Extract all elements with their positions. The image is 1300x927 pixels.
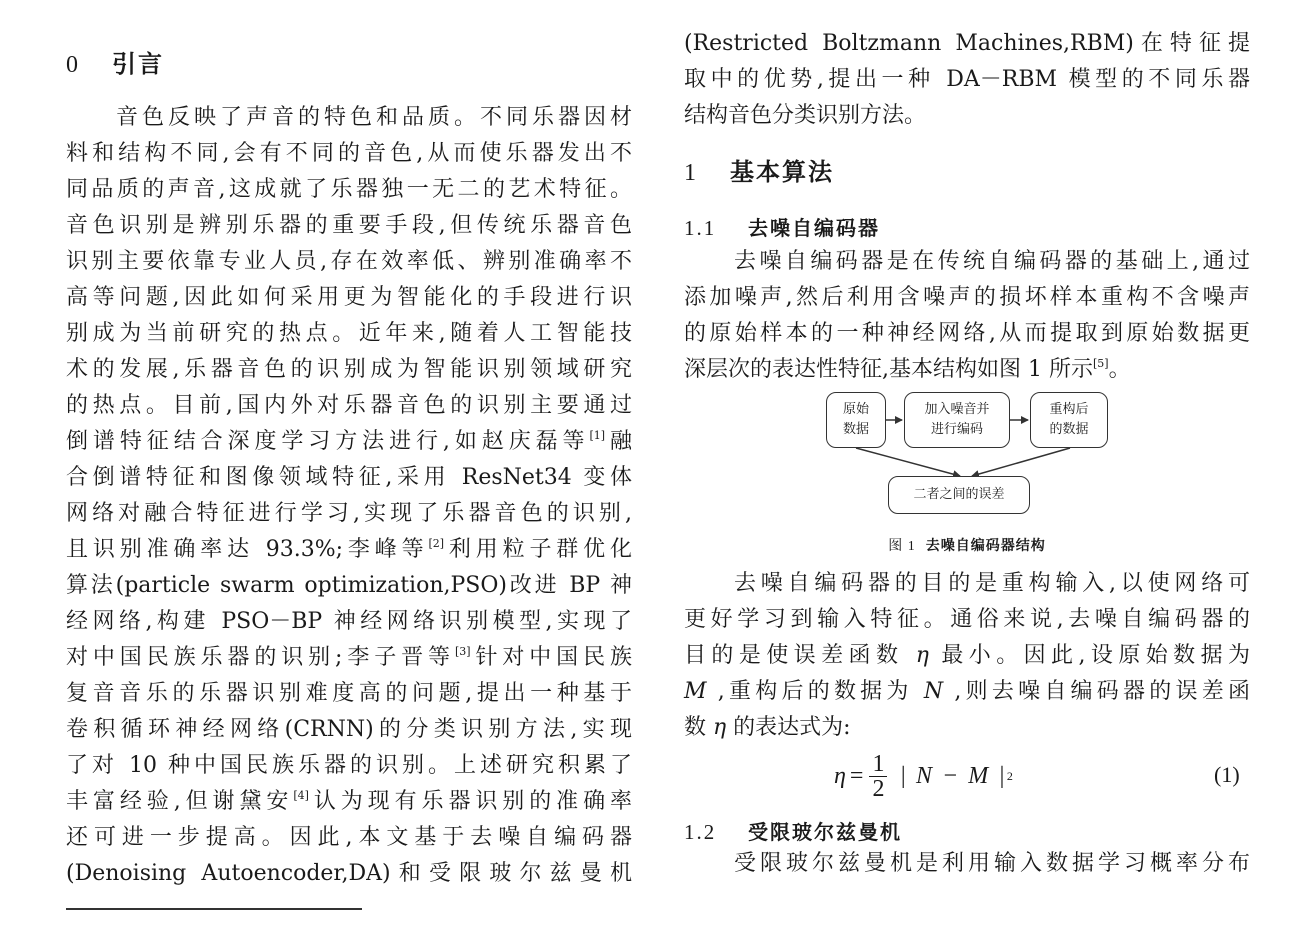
body-line: 别成为当前研究的热点。近年来,随着人工智能技 — [66, 321, 632, 346]
body-line: 更好学习到输入特征。通俗来说,去噪自编码器的 — [684, 607, 1250, 632]
figure-box-reconstructed-data — [1030, 392, 1108, 448]
body-line: 结构音色分类识别方法。 — [684, 103, 927, 128]
eq-denominator: 2 — [872, 775, 885, 802]
body-line: 音色识别是辨别乐器的重要手段,但传统乐器音色 — [66, 213, 632, 238]
body-line: 识别主要依靠专业人员,存在效率低、辨别准确率不 — [66, 249, 632, 274]
section-title: 基本算法 — [730, 158, 834, 186]
text: 深层次的表达性特征,基本结构如图 1 所示 — [684, 357, 1093, 382]
body-line-math — [684, 638, 1250, 674]
text: 且识别准确率达 93.3%;李峰等 — [66, 537, 429, 562]
caption-text: 去噪自编码器结构 — [925, 538, 1046, 554]
body-line: 经网络,构建 PSO－BP 神经网络识别模型,实现了 — [66, 609, 632, 634]
text: 丰富经验,但谢黛安 — [66, 789, 294, 814]
body-line: 去噪自编码器是在传统自编码器的基础上,通过 — [734, 249, 1250, 274]
text: ,重构后的数据为 — [706, 679, 924, 704]
math-m: M — [684, 679, 707, 704]
box-text: 数据 — [842, 422, 869, 437]
citation-ref[interactable]: [4] — [293, 789, 309, 802]
footnote-rule — [66, 908, 362, 910]
figure-caption — [684, 535, 1250, 555]
body-line: 去噪自编码器的目的是重构输入,以使网络可 — [734, 571, 1250, 596]
body-line: 算法(particle swarm optimization,PSO)改进 BP 神 — [66, 573, 632, 598]
subsection-number: 1.1 — [684, 216, 717, 240]
citation-ref[interactable]: [1] — [589, 429, 606, 442]
section-number: 1 — [684, 160, 696, 186]
eq-numerator: 1 — [869, 752, 887, 777]
box-text: 原始 — [842, 402, 869, 417]
citation-ref[interactable]: [2] — [428, 537, 445, 550]
section-title: 引言 — [112, 50, 164, 78]
body-line: (Restricted Boltzmann Machines,RBM)在特征提 — [684, 31, 1250, 56]
figure-box-add-noise-encode — [904, 392, 1010, 448]
text: 最小。因此,设原始数据为 — [928, 643, 1250, 668]
arrow-1-to-4 — [856, 448, 960, 476]
text: 利用粒子群优化 — [444, 537, 632, 562]
body-line-math — [684, 674, 1250, 710]
math-eta: η — [713, 715, 727, 740]
body-line: 术的发展,乐器音色的识别成为智能识别领域研究 — [66, 357, 632, 382]
figure-denoising-autoencoder — [826, 392, 1108, 518]
eq-fraction — [869, 752, 887, 801]
body-line: 还可进一步提高。因此,本文基于去噪自编码器 — [66, 825, 632, 850]
subsection-number: 1.2 — [684, 820, 717, 844]
equation-1: η = $\frac{1}{2}$ | N − M | 2 — [834, 750, 1013, 802]
text: 数 — [684, 715, 713, 740]
equation-number: (1) — [1214, 762, 1240, 787]
body-line: 复音音乐的乐器识别难度高的问题,提出一种基于 — [66, 681, 632, 706]
text: 针对中国民族 — [470, 645, 632, 670]
body-line-citation — [66, 640, 632, 676]
subsection-title: 去噪自编码器 — [748, 216, 880, 240]
body-line: 受限玻尔兹曼机是利用输入数据学习概率分布 — [734, 851, 1250, 876]
body-line: 合倒谱特征和图像领域特征,采用 ResNet34 变体 — [66, 465, 632, 490]
eq-equals: = — [849, 762, 864, 789]
text: 认为现有乐器识别的准确率 — [308, 789, 632, 814]
section-number: 0 — [66, 52, 78, 78]
text: 对中国民族乐器的识别;李子晋等 — [66, 645, 455, 670]
section-heading-introduction — [66, 44, 164, 79]
text: 。 — [1108, 357, 1131, 382]
body-line: 高等问题,因此如何采用更为智能化的手段进行识 — [66, 285, 632, 310]
body-line: 的原始样本的一种神经网络,从而提取到原始数据更 — [684, 321, 1250, 346]
text: 的表达式为: — [726, 715, 851, 740]
subsection-heading-rbm — [684, 816, 902, 845]
body-line-citation — [66, 424, 632, 460]
body-line: 音色反映了声音的特色和品质。不同乐器因材 — [116, 105, 632, 130]
box-text: 重构后 — [1049, 402, 1089, 417]
eq-body: | N − M | — [899, 762, 1007, 789]
box-text: 加入噪音并 — [924, 402, 990, 417]
text: ,则去噪自编码器的误差函 — [943, 679, 1250, 704]
body-line: 添加噪声,然后利用含噪声的损坏样本重构不含噪声 — [684, 285, 1250, 310]
figure-box-error — [888, 476, 1030, 514]
citation-ref[interactable]: [5] — [1092, 357, 1109, 370]
box-text: 二者之间的误差 — [913, 487, 1005, 502]
box-text: 进行编码 — [930, 422, 983, 437]
box-text: 的数据 — [1049, 422, 1089, 437]
body-line-citation — [684, 352, 1250, 388]
subsection-title: 受限玻尔兹曼机 — [748, 820, 902, 844]
body-line: 了对 10 种中国民族乐器的识别。上述研究积累了 — [66, 753, 632, 778]
text: 融 — [605, 429, 632, 454]
body-line-citation — [66, 784, 632, 820]
section-heading-algorithms — [684, 152, 834, 187]
math-n: N — [923, 679, 944, 704]
subsection-heading-denoising — [684, 212, 880, 241]
math-eta: η — [915, 643, 929, 668]
figure-box-original-data — [826, 392, 886, 448]
text: 倒谱特征结合深度学习方法进行,如赵庆磊等 — [66, 429, 590, 454]
body-line-citation — [66, 532, 632, 568]
arrow-3-to-4 — [972, 448, 1070, 476]
body-line-math — [684, 710, 1250, 746]
caption-number: 图 1 — [888, 539, 916, 554]
body-line: 同品质的声音,这成就了乐器独一无二的艺术特征。 — [66, 177, 632, 202]
citation-ref[interactable]: [3] — [454, 645, 471, 658]
text: 目的是使误差函数 — [684, 643, 916, 668]
body-line: 卷积循环神经网络(CRNN)的分类识别方法,实现 — [66, 717, 632, 742]
eq-lhs: η — [834, 762, 846, 789]
body-line: 的热点。目前,国内外对乐器音色的识别主要通过 — [66, 393, 632, 418]
body-line: 料和结构不同,会有不同的音色,从而使乐器发出不 — [66, 141, 632, 166]
body-line: 网络对融合特征进行学习,实现了乐器音色的识别, — [66, 501, 632, 526]
body-line: 取中的优势,提出一种 DA－RBM 模型的不同乐器 — [684, 67, 1250, 92]
body-line: (Denoising Autoencoder,DA)和受限玻尔兹曼机 — [66, 861, 632, 886]
